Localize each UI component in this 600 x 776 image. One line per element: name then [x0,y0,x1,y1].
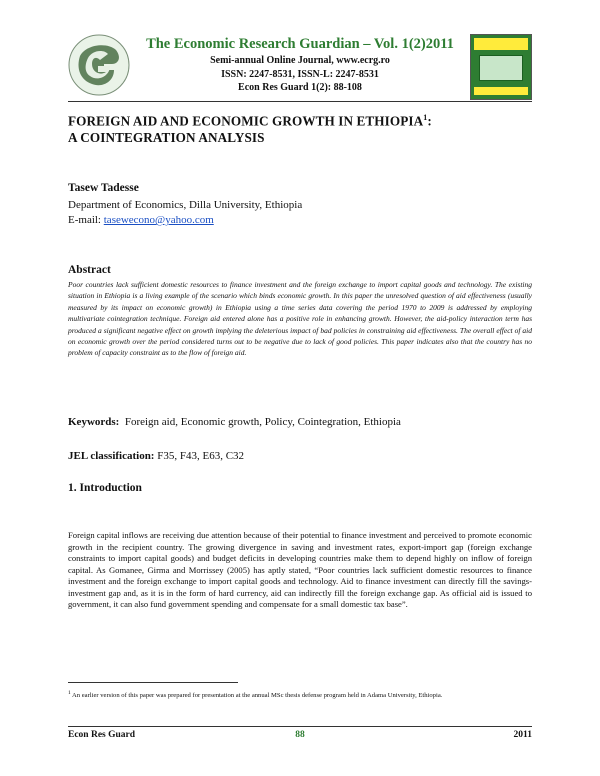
author-affiliation: Department of Economics, Dilla University, Ethiopia [68,199,303,211]
paper-title [68,109,532,146]
author-email-link[interactable]: taseweconо@yahoo.com [103,214,214,226]
footnote-text: An earlier version of this paper was prepared for presentation at the annual MSc thesis defense program held in Adama University, Ethiopia. [70,692,443,700]
footer-divider [68,726,532,727]
paper-title-text: FOREIGN AID AND ECONOMIC GROWTH IN ETHIOPIA [68,113,424,129]
keywords-value: Foreign aid, Economic growth, Policy, Cointegration, Ethiopia [124,416,401,428]
footer-year: 2011 [513,730,532,740]
abstract-heading: Abstract [68,264,111,276]
author-email-row [68,214,214,226]
title-footnote-mark[interactable]: 1 [423,113,428,122]
abstract-body: Poor countries lack sufficient domestic resources to finance investment and the foreign exchange to import capital goods and technology. The existing situation in Ethiopia is a living example of the scenario which binds economic growth. In this paper the unresolved question of aid effectiveness (usually measured by its impact on economic growth) in Ethiopia using a time series data covering the period 1970 to 2009 is addressed by employing multivariate cointegration technique. Foreign aid entered alone has a positive role in enhancing growth. However, the aid-policy interaction term has produced a significant negative effect on growth implying the deleterious impact of bad policies in constraining aid effectiveness. The overall effect of aid on economic growth over the period considered turns out to be negative due to lack of good policies. This paper indicates also that the country has no problem of capacity constraint as to the flow of foreign aid. [68,280,532,358]
journal-issn: ISSN: 2247-8531, ISSN-L: 2247-8531 [221,69,379,80]
email-label: E-mail: [68,214,104,226]
keywords-label: Keywords: [68,416,120,428]
keywords-row [68,416,401,428]
paper-title-line2: A COINTEGRATION ANALYSIS [68,130,265,146]
jel-row [68,450,244,462]
jel-label: JEL classification: [68,450,155,462]
footnote [68,688,532,701]
journal-subtitle: Semi-annual Online Journal, www.ecrg.ro [210,55,390,66]
footnote-divider [68,682,238,683]
footer-journal: Econ Res Guard [68,730,136,740]
journal-reference: Econ Res Guard 1(2): 88-108 [238,82,362,93]
footer-page-number: 88 [295,730,305,740]
paper-title-suffix: : [427,113,432,129]
journal-title: The Economic Research Guardian – Vol. 1(2)2011 [146,36,454,52]
introduction-body: Foreign capital inflows are receiving due attention because of their potential to finance investment and perceived to promote economic growth in the recipient country. The growing divergence in saving and investment rates, export-import gap (foreign exchange constraints to import capital goods) and budget deficits in developing countries make them to depend highly on inflow of foreign capital. As Gomanee, Girma and Morrissey (2005) has aptly stated, “Poor countries lack sufficient domestic resources to finance investment and the foreign exchange to import capital goods and technology. Aid to finance investment can directly fill the savings-investment gap and, as it is in the form of hard currency, aid can indirectly fill the foreign exchange gap. As official aid is issued to government, it can also fund government spending and compensate for a small domestic tax base”. [68,530,532,609]
jel-value: F35, F43, E63, C32 [157,450,245,462]
author-name: Tasew Tadesse [68,182,139,194]
footnote-mark: 1 [68,690,71,696]
introduction-heading: 1. Introduction [68,482,142,494]
header-divider [68,101,532,102]
